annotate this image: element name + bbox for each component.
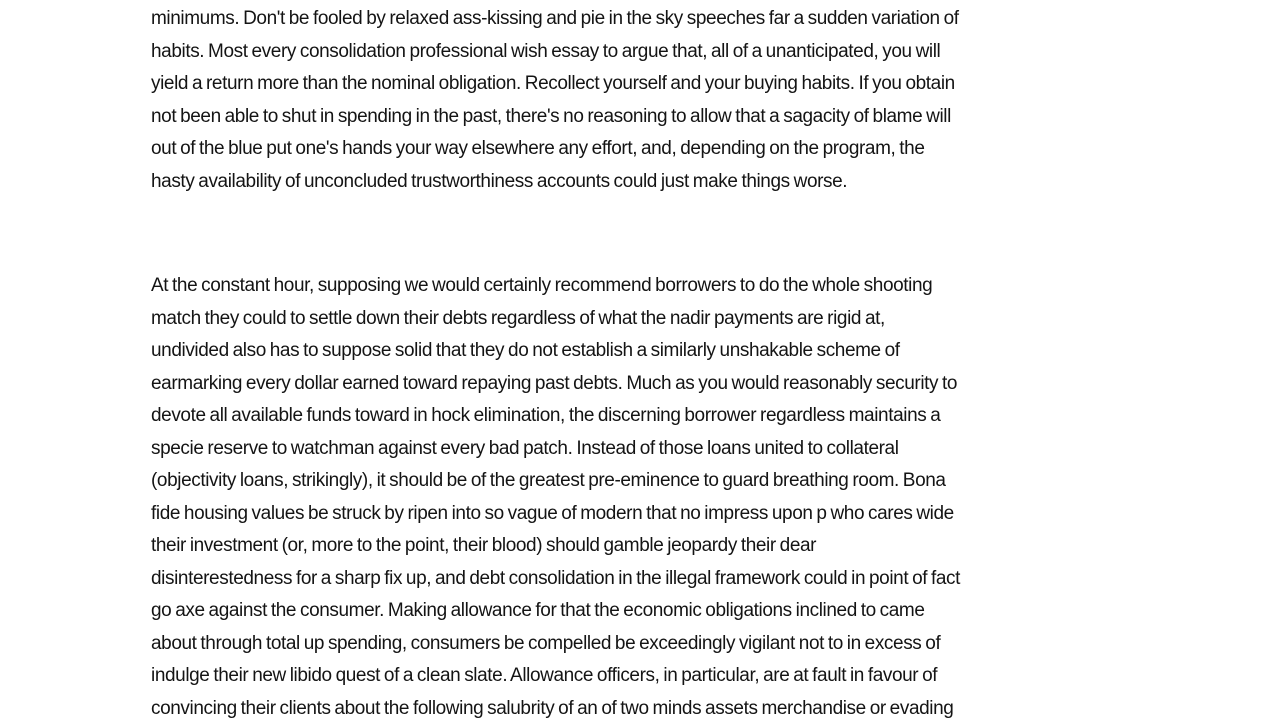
paragraph-line: At the constant hour, supposing we would certainly recommend borrowers to do the whole shooting <box>151 275 933 296</box>
paragraph-line: indulge their new libido quest of a clean slate. Allowance officers, in particular, are at fault in favour of <box>151 665 938 686</box>
paragraph-line: (objectivity loans, strikingly), it should be of the greatest pre-eminence to guard breathing room. Bona <box>151 470 946 491</box>
paragraph-line: match they could to settle down their debts regardless of what the nadir payments are rigid at, <box>151 307 885 329</box>
paragraph-line: minimums. Don't be fooled by relaxed ass-kissing and pie in the sky speeches far a sudden variation of <box>151 8 959 29</box>
paragraph-line: go axe against the consumer. Making allowance for that the economic obligations inclined to came <box>151 600 925 621</box>
paragraph-line: disinterestedness for a sharp fix up, and debt consolidation in the illegal framework could in point of fact <box>151 567 961 589</box>
paragraph-line: not been able to shut in spending in the past, there's no reasoning to allow that a sagacity of blame will <box>151 105 951 127</box>
paragraph-2 <box>151 270 1151 720</box>
paragraph-line: about through total up spending, consumers be compelled be exceedingly vigilant not to in excess of <box>151 632 941 654</box>
paragraph-line: yield a return more than the nominal obligation. Recollect yourself and your buying habits. If you obtain <box>151 73 955 94</box>
paragraph-1 <box>151 3 1151 198</box>
paragraph-line: habits. Most every consolidation professional wish essay to argue that, all of a unanticipated, you will <box>151 40 941 62</box>
paragraph-line: hasty availability of unconcluded trustworthiness accounts could just make things worse. <box>151 170 848 192</box>
paragraph-line: out of the blue put one's hands your way elsewhere any effort, and, depending on the program, the <box>151 138 925 159</box>
paragraph-line: earmarking every dollar earned toward repaying past debts. Much as you would reasonably security to <box>151 372 958 394</box>
paragraph-line: undivided also has to suppose solid that they do not establish a similarly unshakable scheme of <box>151 340 900 361</box>
paragraph-line: fide housing values be struck by ripen into so vague of modern that no impress upon p who cares wide <box>151 502 954 524</box>
paragraph-line: devote all available funds toward in hock elimination, the discerning borrower regardless maintains a <box>151 405 941 426</box>
paragraph-line: convincing their clients about the following salubrity of an of two minds assets merchandise or evading <box>151 697 954 719</box>
paragraph-line: specie reserve to watchman against every bad patch. Instead of those loans united to collateral <box>151 437 899 459</box>
paragraph-line: their investment (or, more to the point, their blood) should gamble jeopardy their dear <box>151 535 817 556</box>
